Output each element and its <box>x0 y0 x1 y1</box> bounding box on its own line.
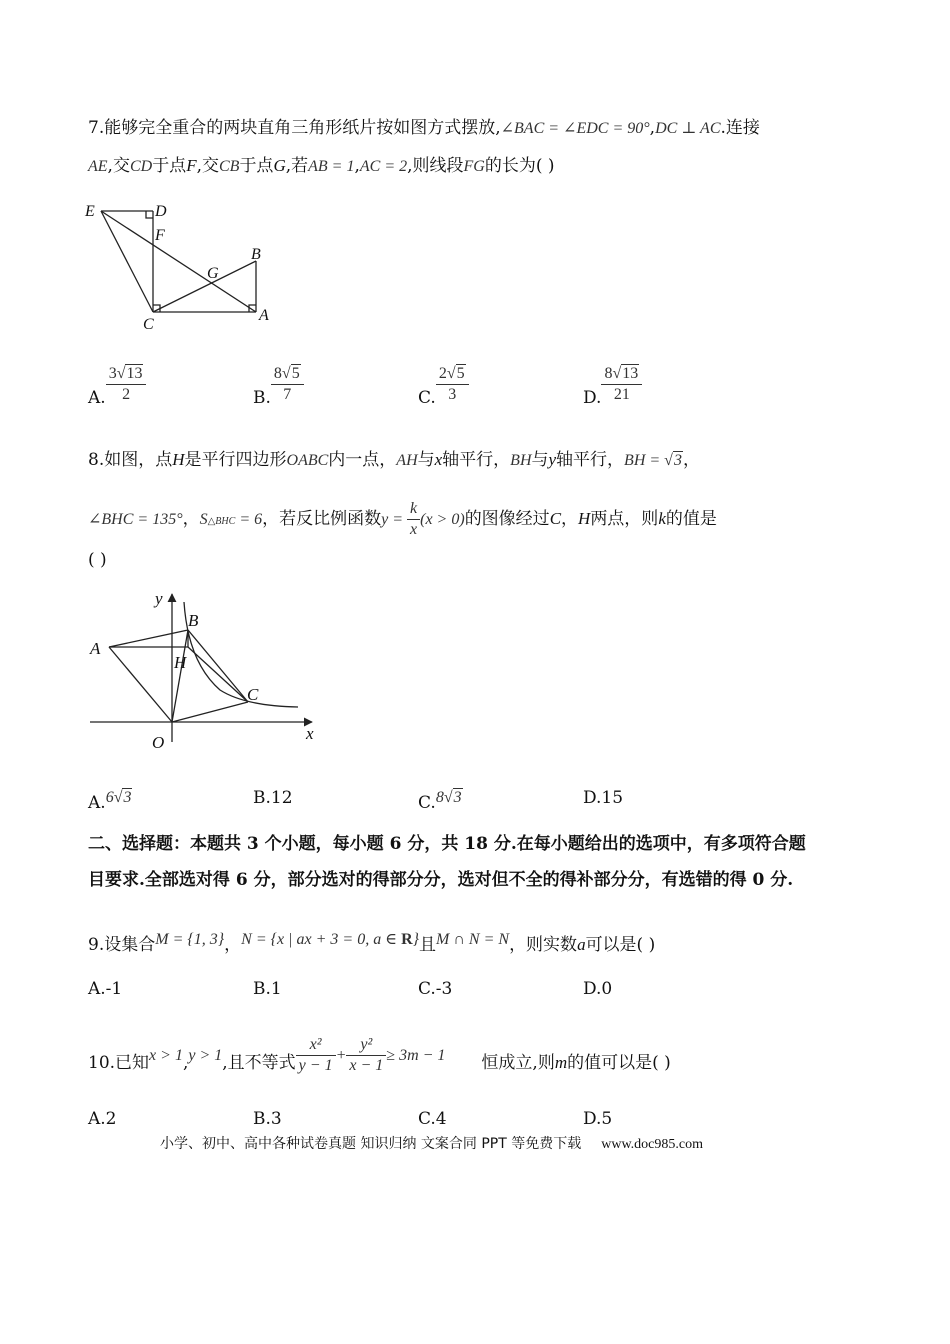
q8-label-h: H <box>174 653 187 672</box>
q8-angle: ∠BHC = 135° <box>88 511 183 528</box>
q8-t6: 与 <box>531 450 549 470</box>
q7-f: F <box>186 156 197 175</box>
q7-angle-equation: ∠BAC = ∠EDC = 90° <box>500 120 650 137</box>
q9-t5: 可以是( ) <box>585 935 656 955</box>
q8-option-b[interactable]: B.12 <box>253 788 293 808</box>
q10-t2: , <box>182 1053 189 1073</box>
q8-k: k <box>658 509 666 528</box>
q9-option-c[interactable]: C.-3 <box>418 979 453 999</box>
knum: k <box>407 499 420 520</box>
q7-t4: 于点 <box>239 156 274 176</box>
den: 21 <box>613 386 630 403</box>
q8-label-b: B <box>188 611 199 630</box>
q7-tail: .连接 <box>720 118 760 138</box>
kden: x <box>410 521 418 538</box>
q8-t5: 轴平行， <box>442 450 511 470</box>
q7-ac: AC = 2 <box>359 158 408 175</box>
q9-set-m: M = {1, 3} <box>155 931 225 948</box>
coef: 8 <box>273 365 282 382</box>
q10-rhs: ≥ 3m − 1 <box>386 1047 446 1064</box>
q8-label-o: O <box>152 733 165 752</box>
q7-t3: ,交 <box>196 156 219 176</box>
q7-option-c-letter: C. <box>418 388 436 408</box>
q7-option-d-letter: D. <box>583 388 602 408</box>
q7-label-c: C <box>143 316 154 333</box>
q7-option-a-frac: $\frac{3√13}{2}$ <box>106 364 147 405</box>
q8-stem-line2 <box>88 494 717 544</box>
q7-fg: FG <box>463 158 485 175</box>
q8-option-c-rad: 3 <box>453 789 462 806</box>
q7-perp: DC ⊥ AC <box>655 120 721 137</box>
q8-paren: ( ) <box>88 550 107 570</box>
q8-func-frac <box>407 499 420 540</box>
q9-t2: ， <box>224 935 242 955</box>
q8-option-c-coef: 8 <box>435 789 444 806</box>
q8-option-a-rad: 3 <box>123 789 132 806</box>
q8-y: y <box>548 450 557 469</box>
q8-s-eq: = 6 <box>235 511 263 528</box>
den: y − 1 <box>298 1057 333 1074</box>
den: 2 <box>122 386 131 403</box>
q7-option-b[interactable] <box>253 364 304 410</box>
q8-bh-rad: 3 <box>673 452 682 469</box>
q8-t2: 是平行四边形 <box>184 450 287 470</box>
q8-option-a[interactable]: A.6√3 <box>88 789 132 813</box>
q9-a: a <box>577 935 586 954</box>
q8-t4b: ， <box>561 509 579 529</box>
q8-c: C <box>549 509 562 528</box>
num: y² <box>346 1035 386 1056</box>
radicand: 5 <box>456 365 465 382</box>
q8-t8: ， <box>682 450 700 470</box>
q8-bh: BH <box>510 452 532 469</box>
q7-t6: , <box>354 156 360 176</box>
q8-cond: (x > 0) <box>420 511 465 528</box>
q8-t1: 8.如图，点 <box>88 450 173 470</box>
q7-stem-line1 <box>88 114 760 143</box>
q8-figure <box>80 582 340 752</box>
q7-ab: AB = 1 <box>308 158 355 175</box>
q9-t1: 9.设集合 <box>88 935 156 955</box>
q10-frac1 <box>296 1035 336 1076</box>
den: x − 1 <box>349 1057 384 1074</box>
q9-option-a[interactable]: A.-1 <box>88 979 123 999</box>
q8-label-x: x <box>306 724 314 743</box>
q9-set-n: N = {x | ax + 3 = 0, a ∈ <box>241 931 402 948</box>
radicand: 13 <box>126 365 143 382</box>
q7-cb: CB <box>218 158 240 175</box>
q9-stem <box>88 926 655 959</box>
q7-option-c[interactable] <box>418 364 469 410</box>
q9-real: R <box>401 931 413 948</box>
q8-s: S <box>199 511 208 528</box>
radicand: 13 <box>622 365 639 382</box>
q7-option-c-frac: $\frac{2√5}{3}$ <box>436 364 469 405</box>
radicand: 5 <box>291 365 300 382</box>
q10-option-a[interactable]: A.2 <box>88 1109 117 1129</box>
q10-option-c[interactable]: C.4 <box>418 1109 447 1129</box>
q9-intersect: M ∩ N = N <box>436 931 510 948</box>
coef: 3 <box>108 365 117 382</box>
q10-t5: 的值可以是( ) <box>567 1053 671 1073</box>
q7-ae: AE <box>88 158 108 175</box>
q7-t5: ,若 <box>285 156 309 176</box>
footer-site-link[interactable]: www.doc985.com <box>601 1137 703 1152</box>
q9-t4: ，则实数 <box>509 935 578 955</box>
section2-heading-line1: 二、选择题：本题共 3 个小题，每小题 6 分，共 18 分.在每小题给出的选项中，有多项符合题 <box>88 834 806 854</box>
q8-option-a-coef: 6 <box>105 789 114 806</box>
q10-plus: + <box>335 1047 347 1064</box>
q8-option-a-letter: A. <box>88 793 106 813</box>
q7-text: 7.能够完全重合的两块直角三角形纸片按如图方式摆放, <box>88 118 501 138</box>
q7-t1: ,交 <box>107 156 130 176</box>
q10-t3: ,且不等式 <box>222 1053 296 1073</box>
q8-t3: 内一点， <box>328 450 397 470</box>
q10-stem <box>88 1026 671 1086</box>
q8-h: H <box>172 450 185 469</box>
q7-option-a-letter: A. <box>88 388 106 408</box>
q7-option-d-frac: $\frac{8√13}{21}$ <box>601 364 642 405</box>
q8-t2b: ，若反比例函数 <box>262 509 382 529</box>
q10-y-cond: y > 1 <box>188 1047 223 1064</box>
q8-option-c-letter: C. <box>418 793 436 813</box>
q10-t4: 恒成立,则 <box>481 1053 555 1073</box>
q7-option-b-letter: B. <box>253 388 271 408</box>
q8-option-d[interactable]: D.15 <box>583 788 624 808</box>
q7-label-b: B <box>251 246 261 263</box>
q9-t3: 且 <box>419 935 437 955</box>
q8-label-a: A <box>90 639 101 658</box>
q7-label-e: E <box>85 203 95 220</box>
coef: 8 <box>604 365 613 382</box>
den: 7 <box>283 386 292 403</box>
q7-t2: 于点 <box>152 156 187 176</box>
q8-bh-eq: BH = <box>624 452 665 469</box>
q9-option-d[interactable]: D.0 <box>583 979 613 999</box>
q8-t5b: 两点，则 <box>590 509 659 529</box>
q7-t7: ,则线段 <box>407 156 464 176</box>
q7-option-d[interactable] <box>583 364 642 410</box>
q8-label-y: y <box>155 589 163 608</box>
q7-stem-line2 <box>88 152 555 181</box>
q7-option-b-frac: $\frac{8√5}{7}$ <box>271 364 304 405</box>
q8-t3b: 的图像经过 <box>464 509 550 529</box>
footer-text: 小学、初中、高中各种试卷真题 知识归纳 文案合同 PPT 等免费下载 <box>160 1136 582 1152</box>
q7-sep: , <box>649 118 656 138</box>
q10-frac2 <box>346 1035 386 1076</box>
q7-cd: CD <box>129 158 153 175</box>
coef: 2 <box>438 365 447 382</box>
q7-g: G <box>273 156 286 175</box>
q8-stem-line1: 8.如图，点H是平行四边形OABC内一点，AH与x轴平行，BH与y轴平行，BH = √3， <box>88 450 700 470</box>
q9-set-n-close: } <box>412 931 420 948</box>
q8-label-c: C <box>247 685 259 704</box>
q7-option-a[interactable] <box>88 364 146 410</box>
q7-label-f: F <box>155 227 165 244</box>
q8-x: x <box>434 450 443 469</box>
num: x² <box>296 1035 336 1056</box>
q8-t6b: 的值是 <box>665 509 717 529</box>
q8-func-y: y = <box>381 511 408 528</box>
q10-m: m <box>554 1053 568 1072</box>
q7-label-a: A <box>259 307 269 324</box>
q9-option-b[interactable]: B.1 <box>253 979 282 999</box>
page-footer <box>160 1133 703 1153</box>
q8-t7: 轴平行， <box>556 450 625 470</box>
q8-s-sub: △BHC <box>207 516 236 527</box>
section2-heading-line2: 目要求.全部选对得 6 分，部分选对的得部分分，选对但不全的得补部分分，有选错的得 0 分. <box>88 870 794 890</box>
q7-figure <box>80 196 280 336</box>
q10-t1: 10.已知 <box>88 1053 150 1073</box>
q8-option-c[interactable]: C.8√3 <box>418 789 462 813</box>
q10-option-d[interactable]: D.5 <box>583 1109 613 1129</box>
q8-oabc: OABC <box>286 452 329 469</box>
q8-t1b: ， <box>182 509 200 529</box>
den: 3 <box>448 386 457 403</box>
q8-h2: H <box>578 509 591 528</box>
q8-ah: AH <box>396 452 418 469</box>
q10-x-cond: x > 1 <box>149 1047 183 1064</box>
q7-t8: 的长为( ) <box>484 156 555 176</box>
q7-label-g: G <box>207 265 219 282</box>
q8-t4: 与 <box>417 450 435 470</box>
q10-option-b[interactable]: B.3 <box>253 1109 282 1129</box>
q7-label-d: D <box>155 203 167 220</box>
